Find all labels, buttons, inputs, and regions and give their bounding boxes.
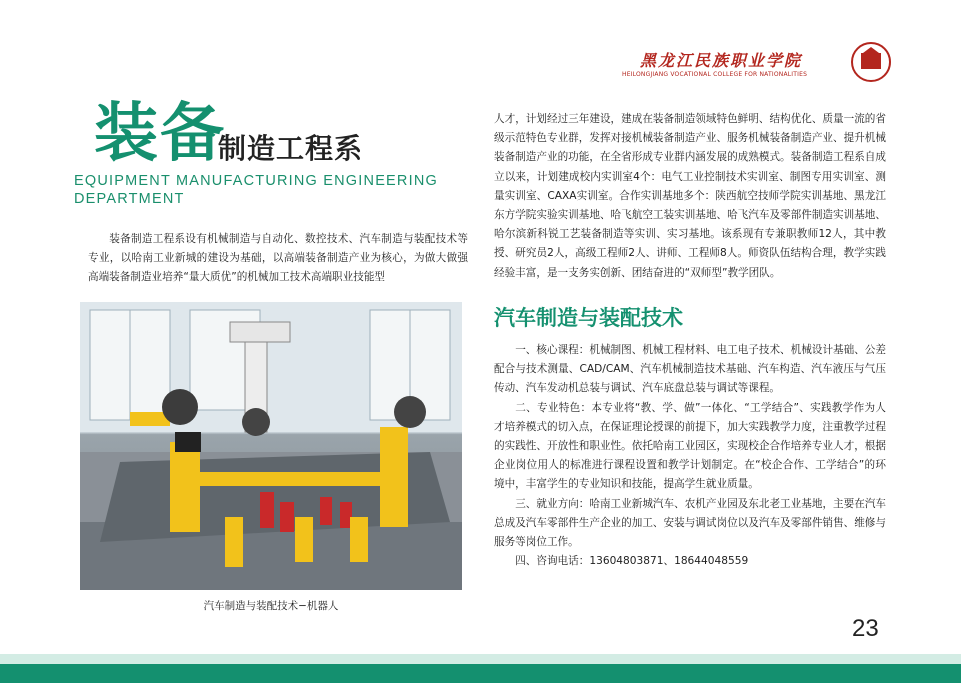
list-item bbox=[494, 341, 886, 399]
section-heading: 汽车制造与装配技术 bbox=[494, 306, 683, 330]
department-title-english: EQUIPMENT MANUFACTURING ENGINEERING DEPARTMENT bbox=[74, 173, 438, 207]
school-name-en: HEILONGJIANG VOCATIONAL COLLEGE FOR NATIONALITIES bbox=[622, 71, 808, 78]
school-name: 黑龙江民族职业学院 bbox=[640, 51, 803, 70]
page-number: 23 bbox=[852, 615, 879, 642]
school-emblem bbox=[851, 42, 891, 82]
item-label: 三、就业方向： bbox=[515, 497, 590, 510]
section-list bbox=[494, 341, 886, 571]
footer-band bbox=[0, 664, 961, 683]
item-label: 一、核心课程： bbox=[515, 344, 590, 356]
intro-paragraph-left: 装备制造工程系设有机械制造与自动化、数控技术、汽车制造与装配技术等专业，以哈南工业新城的建设为基础，以高端装备制造产业为核心，为做大做强高端装备制造业培养“量大质优”的机械加工技术高端职业技能型 bbox=[88, 233, 468, 284]
list-item bbox=[494, 495, 886, 553]
footer-band-light bbox=[0, 654, 961, 664]
intro-paragraph-right: 人才，计划经过三年建设，建成在装备制造领域特色鲜明、结构优化、质量一流的省级示范特色专业群，发挥对接机械装备制造产业、服务机械装备制造产业、提升机械装备制造产业的功能，在全省形成专业群内涵发展的成熟模式。装备制造工程系自成立以来，计划建成校内实训室4个：电气工业控制技术实训室、制图专用实训室、测量实训室、CAXA实训室。合作实训基地多个：陕西航空技师学院实训基地、黑龙江东方学院实验实训基地、哈飞航空工装实训基地、哈飞汽车及零部件制造实训基地、哈尔滨新科锐工艺装备制造等实训、实习基地。该系现有专兼职教师12人，其中教授、研究员2人，高级工程师2人、讲师、工程师8人。师资队伍结构合理，教学实践经验丰富，是一支务实创新、团结奋进的“双师型”教学团队。 bbox=[494, 113, 886, 279]
robot-workshop-photo bbox=[80, 302, 462, 590]
list-item bbox=[494, 552, 886, 571]
item-label: 二、专业特色： bbox=[515, 401, 592, 414]
department-title-rest: 制造工程系 bbox=[218, 132, 364, 165]
item-text: 机械制图、机械工程材料、电工电子技术、机械设计基础、公差配合与技术测量、CAD/CAM、汽车机械制造技术基础、汽车构造、汽车液压与气压传动、汽车发动机总装与调试、汽车底盘总装与调试等课程。 bbox=[494, 344, 887, 395]
item-text: 哈南工业新城汽车、农机产业园及东北老工业基地，主要在汽车总成及汽车零部件生产企业的加工、安装与调试岗位以及汽车及零部件销售、维修与服务等岗位工作。 bbox=[494, 497, 887, 549]
department-title-large: 装备 bbox=[94, 96, 226, 171]
item-text: 13604803871、18644048559 bbox=[589, 555, 749, 568]
item-text: 本专业将“教、学、做”一体化、“工学结合”、实践教学作为人才培养模式的切入点，在保证理论授课的前提下，加大实践教学力度，注重教学过程的实践性、开放性和职业性。依托哈南工业园区，实现校企合作培养专业人才，根据企业岗位用人的标准进行课程设置和教学计划制定。在“校企合作、工学结合”的环境中，丰富学生的专业知识和技能，提高学生就业质量。 bbox=[494, 401, 887, 491]
photo-caption: 汽车制造与装配技术−机器人 bbox=[203, 600, 339, 612]
item-label: 四、咨询电话： bbox=[515, 555, 590, 568]
list-item bbox=[494, 399, 886, 495]
